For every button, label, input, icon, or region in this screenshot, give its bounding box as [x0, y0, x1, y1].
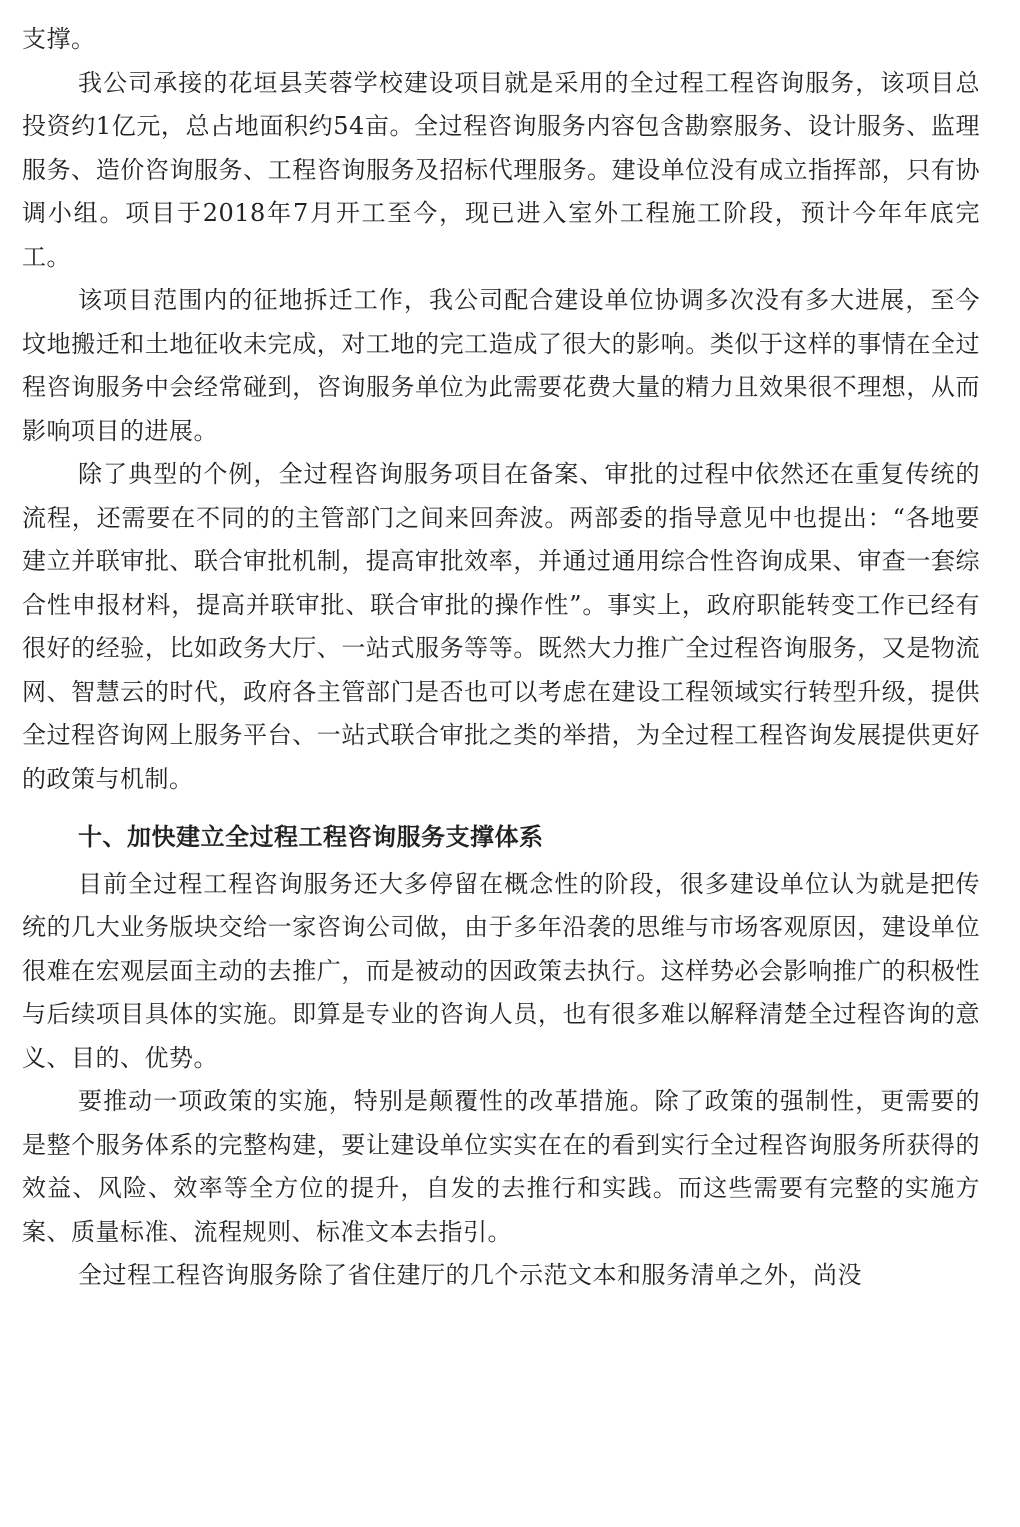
paragraph-policy-implementation: 要推动一项政策的实施，特别是颠覆性的改革措施。除了政策的强制性，更需要的是整个服务体系的完整构建，要让建设单位实实在在的看到实行全过程咨询服务所获得的效益、风险、效率等全方位的提升，自发的去推行和实践。而这些需要有完整的实施方案、质量标准、流程规则、标准文本去指引。 — [22, 1087, 980, 1246]
paragraph-demonstration-texts: 全过程工程咨询服务除了省住建厅的几个示范文本和服务清单之外，尚没 — [78, 1261, 862, 1289]
section-heading: 十、加快建立全过程工程咨询服务支撑体系 — [78, 822, 544, 851]
paragraph-land-acquisition: 该项目范围内的征地拆迁工作，我公司配合建设单位协调多次没有多大进展，至今坟地搬迁和土地征收未完成，对工地的完工造成了很大的影响。类似于这样的事情在全过程咨询服务中会经常碰到，咨询服务单位为此需要花费大量的精力且效果很不理想，从而影响项目的进展。 — [22, 286, 980, 445]
paragraph-continuation: 支撑。 — [22, 25, 96, 53]
paragraph-approval-process: 除了典型的个例，全过程咨询服务项目在备案、审批的过程中依然还在重复传统的流程，还需要在不同的的主管部门之间来回奔波。两部委的指导意见中也提出：“各地要建立并联审批、联合审批机制，提高审批效率，并通过通用综合性咨询成果、审查一套综合性申报材料，提高并联审批、联合审批的操作性”。事实上，政府职能转变工作已经有很好的经验，比如政务大厅、一站式服务等等。既然大力推广全过程咨询服务，又是物流网、智慧云的时代，政府各主管部门是否也可以考虑在建设工程领域实行转型升级，提供全过程咨询网上服务平台、一站式联合审批之类的举措，为全过程工程咨询发展提供更好的政策与机制。 — [22, 460, 980, 793]
paragraph-project-intro: 我公司承接的花垣县芙蓉学校建设项目就是采用的全过程工程咨询服务，该项目总投资约1亿元，总占地面积约54亩。全过程咨询服务内容包含勘察服务、设计服务、监理服务、造价咨询服务、工程咨询服务及招标代理服务。建设单位没有成立指挥部，只有协调小组。项目于2018年7月开工至今，现已进入室外工程施工阶段，预计今年年底完工。 — [22, 68, 980, 271]
paragraph-current-status: 目前全过程工程咨询服务还大多停留在概念性的阶段，很多建设单位认为就是把传统的几大业务版块交给一家咨询公司做，由于多年沿袭的思维与市场客观原因，建设单位很难在宏观层面主动的去推广，而是被动的因政策去执行。这样势必会影响推广的积极性与后续项目具体的实施。即算是专业的咨询人员，也有很多难以解释清楚全过程咨询的意义、目的、优势。 — [22, 869, 980, 1072]
